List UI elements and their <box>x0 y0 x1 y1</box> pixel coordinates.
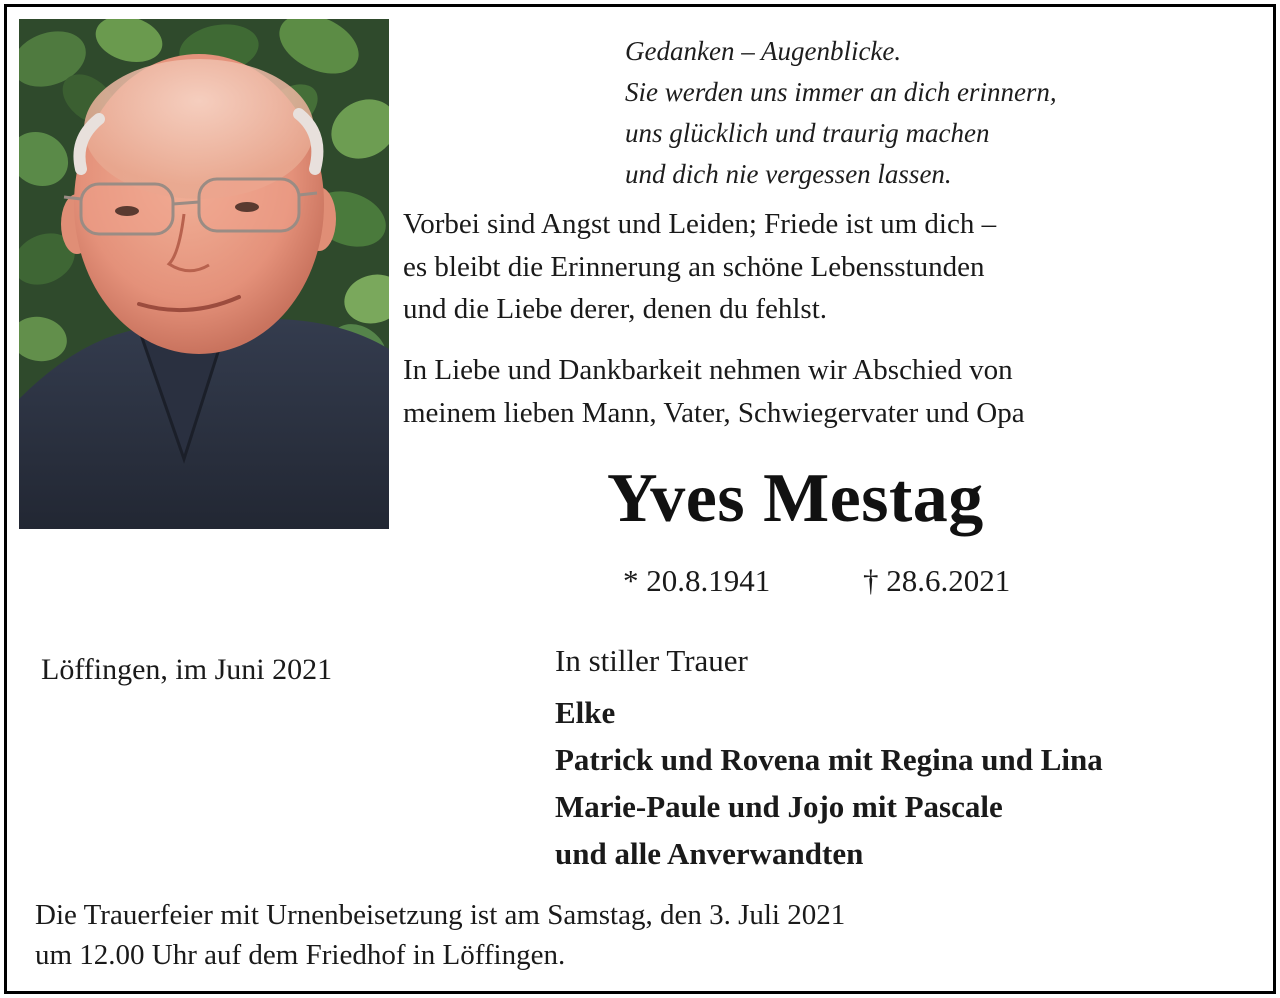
notice-frame <box>4 4 1276 994</box>
poem-line: und dich nie vergessen lassen. <box>625 159 952 189</box>
poem-line: Gedanken – Augenblicke. <box>625 36 902 66</box>
mourners-intro: In stiller Trauer <box>555 643 748 678</box>
farewell-paragraph <box>403 203 996 331</box>
paragraph-line: und die Liebe derer, denen du fehlst. <box>403 293 828 325</box>
portrait-photo <box>19 19 389 529</box>
mourner-name: Marie-Paule und Jojo mit Pascale <box>555 789 1003 824</box>
mourner-name: und alle Anverwandten <box>555 836 864 871</box>
place-date: Löffingen, im Juni 2021 <box>41 653 333 686</box>
mourners-list <box>555 689 1103 877</box>
birth-date: * 20.8.1941 <box>623 563 771 598</box>
dedication-paragraph <box>403 349 1025 434</box>
portrait-illustration <box>19 19 389 529</box>
paragraph-line: es bleibt die Erinnerung an schöne Lebensstunden <box>403 250 985 283</box>
paragraph-line: In Liebe und Dankbarkeit nehmen wir Abschied von <box>403 354 1013 386</box>
paragraph-line: Vorbei sind Angst und Leiden; Friede ist um dich – <box>403 208 997 240</box>
paragraph-line: meinem lieben Mann, Vater, Schwiegervater und Opa <box>403 396 1025 429</box>
deceased-name: Yves Mestag <box>607 460 984 537</box>
mourner-name: Patrick und Rovena mit Regina und Lina <box>555 742 1103 777</box>
ceremony-line: Die Trauerfeier mit Urnenbeisetzung ist am Samstag, den 3. Juli 2021 <box>35 899 846 931</box>
poem <box>625 31 1057 195</box>
death-date: † 28.6.2021 <box>863 563 1011 598</box>
ceremony-line: um 12.00 Uhr auf dem Friedhof in Löffingen. <box>35 939 566 971</box>
poem-line: Sie werden uns immer an dich erinnern, <box>625 77 1057 107</box>
ceremony-info <box>35 895 845 975</box>
poem-line: uns glücklich und traurig machen <box>625 118 990 148</box>
mourner-name: Elke <box>555 695 616 730</box>
